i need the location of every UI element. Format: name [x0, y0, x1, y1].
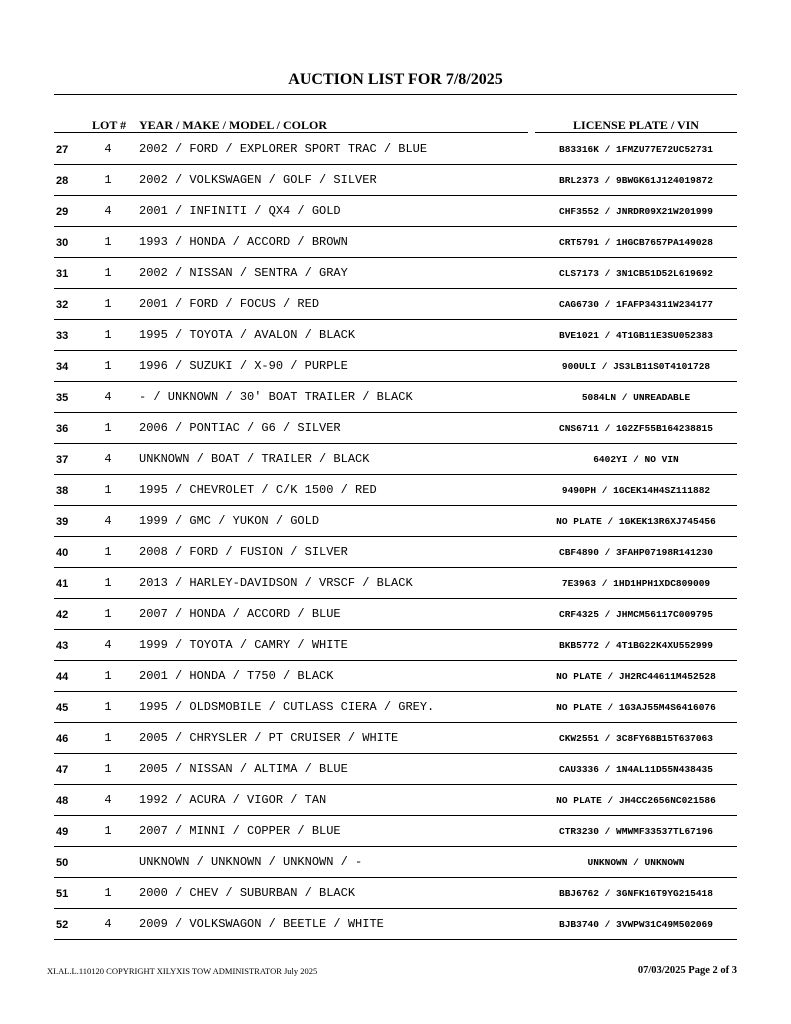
row-number: 33: [56, 330, 69, 342]
vehicle-description: 1993 / HONDA / ACCORD / BROWN: [139, 235, 348, 249]
plate-vin: BBJ6762 / 3GNFK16T9YG215418: [559, 888, 713, 899]
plate-vin: CRF4325 / JHMCM56117C009795: [559, 609, 713, 620]
table-row: [54, 754, 737, 785]
vehicle-description: 2005 / NISSAN / ALTIMA / BLUE: [139, 762, 348, 776]
plate-vin: 900ULI / JS3LB11S0T4101728: [561, 361, 711, 372]
lot-number: 1: [104, 173, 112, 187]
vehicle-description: 1995 / CHEVROLET / C/K 1500 / RED: [139, 483, 377, 497]
plate-vin: CRT5791 / 1HGCB7657PA149028: [559, 237, 713, 248]
vehicle-description: 2002 / VOLKSWAGEN / GOLF / SILVER: [139, 173, 377, 187]
table-row: [54, 475, 737, 506]
vehicle-description: 1999 / GMC / YUKON / GOLD: [139, 514, 320, 528]
vehicle-description: 2000 / CHEV / SUBURBAN / BLACK: [139, 886, 356, 900]
plate-vin: NO PLATE / JH4CC2656NC021586: [556, 795, 716, 806]
vehicle-description: 1995 / OLDSMOBILE / CUTLASS CIERA / GREY.: [139, 700, 435, 714]
lot-number: 4: [104, 638, 112, 652]
lot-number: 1: [104, 545, 112, 559]
plate-vin: CTR3230 / WMWMF33537TL67196: [559, 826, 713, 837]
lot-number: 1: [104, 421, 112, 435]
row-number: 49: [56, 826, 69, 838]
table-row: [54, 258, 737, 289]
plate-vin: UNKNOWN / UNKNOWN: [587, 857, 685, 868]
column-header-description: YEAR / MAKE / MODEL / COLOR: [139, 118, 328, 132]
vehicle-description: 2007 / MINNI / COPPER / BLUE: [139, 824, 341, 838]
plate-vin: BKB5772 / 4T1BG22K4XU552999: [559, 640, 713, 651]
table-row: [54, 816, 737, 847]
lot-number: 1: [104, 297, 112, 311]
lot-number: 1: [104, 886, 112, 900]
table-row: [54, 227, 737, 258]
table-row: [54, 692, 737, 723]
lot-number: 4: [104, 917, 112, 931]
vehicle-description: 2006 / PONTIAC / G6 / SILVER: [139, 421, 341, 435]
plate-vin: BRL2373 / 9BWGK61J124019872: [559, 175, 713, 186]
table-row: [54, 320, 737, 351]
table-row: [54, 382, 737, 413]
lot-number: 1: [104, 576, 112, 590]
row-number: 34: [56, 361, 69, 373]
lot-number: 1: [104, 328, 112, 342]
lot-number: 4: [104, 452, 112, 466]
row-number: 30: [56, 237, 69, 249]
table-row: [54, 878, 737, 909]
lot-number: 1: [104, 235, 112, 249]
lot-number: 1: [104, 266, 112, 280]
plate-vin: CAG6730 / 1FAFP34311W234177: [559, 299, 713, 310]
lot-number: 1: [104, 762, 112, 776]
title-divider: [54, 94, 737, 95]
row-number: 44: [56, 671, 69, 683]
vehicle-description: 2008 / FORD / FUSION / SILVER: [139, 545, 348, 559]
table-row: [54, 785, 737, 816]
row-number: 47: [56, 764, 69, 776]
vehicle-description: 2005 / CHRYSLER / PT CRUISER / WHITE: [139, 731, 399, 745]
lot-number: 4: [104, 142, 112, 156]
vehicle-description: 1992 / ACURA / VIGOR / TAN: [139, 793, 327, 807]
lot-number: 4: [104, 793, 112, 807]
plate-vin: NO PLATE / 1G3AJ55M4S6416076: [556, 702, 716, 713]
lot-number: 1: [104, 669, 112, 683]
vehicle-description: 1999 / TOYOTA / CAMRY / WHITE: [139, 638, 348, 652]
vehicle-description: 2009 / VOLKSWAGON / BEETLE / WHITE: [139, 917, 384, 931]
vehicle-description: - / UNKNOWN / 30' BOAT TRAILER / BLACK: [139, 390, 413, 404]
plate-vin: 7E3963 / 1HD1HPH1XDC809009: [561, 578, 711, 589]
table-row: [54, 537, 737, 568]
table-row: [54, 568, 737, 599]
vehicle-description: 2001 / FORD / FOCUS / RED: [139, 297, 320, 311]
row-number: 28: [56, 175, 69, 187]
row-number: 39: [56, 516, 69, 528]
plate-vin: NO PLATE / JH2RC44611M452528: [556, 671, 716, 682]
vehicle-description: 2001 / INFINITI / QX4 / GOLD: [139, 204, 341, 218]
plate-vin: CKW2551 / 3C8FY68B15T637063: [559, 733, 713, 744]
vehicle-description: UNKNOWN / UNKNOWN / UNKNOWN / -: [139, 855, 363, 869]
row-number: 31: [56, 268, 69, 280]
table-row: [54, 599, 737, 630]
row-number: 38: [56, 485, 69, 497]
plate-vin: BJB3740 / 3VWPW31C49M502069: [559, 919, 713, 930]
row-number: 40: [56, 547, 69, 559]
plate-vin: CAU3336 / 1N4AL11D55N438435: [559, 764, 713, 775]
row-number: 27: [56, 144, 69, 156]
table-row: [54, 661, 737, 692]
table-row: [54, 630, 737, 661]
plate-vin: CLS7173 / 3N1CB51D52L619692: [559, 268, 713, 279]
plate-vin: NO PLATE / 1GKEK13R6XJ745456: [556, 516, 716, 527]
footer-page-info: 07/03/2025 Page 2 of 3: [637, 965, 737, 976]
row-number: 52: [56, 919, 69, 931]
lot-number: 1: [104, 731, 112, 745]
row-number: 51: [56, 888, 69, 900]
table-row: [54, 444, 737, 475]
plate-vin: CNS6711 / 1G2ZF55B164238815: [559, 423, 713, 434]
table-row: [54, 723, 737, 754]
vehicle-description: 2001 / HONDA / T750 / BLACK: [139, 669, 334, 683]
row-number: 42: [56, 609, 69, 621]
vehicle-description: 2002 / NISSAN / SENTRA / GRAY: [139, 266, 348, 280]
table-row: [54, 847, 737, 878]
row-number: 36: [56, 423, 69, 435]
lot-number: 4: [104, 514, 112, 528]
row-number: 29: [56, 206, 69, 218]
row-number: 35: [56, 392, 69, 404]
column-header-plate: LICENSE PLATE / VIN: [573, 118, 699, 132]
plate-vin: CHF3552 / JNRDR09X21W201999: [559, 206, 713, 217]
column-header-lot: LOT #: [92, 118, 127, 132]
table-row: [54, 196, 737, 227]
table-row: [54, 165, 737, 196]
plate-vin: 9490PH / 1GCEK14H4SZ111882: [561, 485, 711, 496]
plate-vin: B83316K / 1FMZU77E72UC52731: [559, 144, 713, 155]
plate-vin: BVE1021 / 4T1GB11E3SU052383: [559, 330, 713, 341]
row-number: 46: [56, 733, 69, 745]
row-number: 48: [56, 795, 69, 807]
table-row: [54, 413, 737, 444]
vehicle-description: 2002 / FORD / EXPLORER SPORT TRAC / BLUE: [139, 142, 428, 156]
vehicle-description: 1996 / SUZUKI / X-90 / PURPLE: [139, 359, 348, 373]
table-row: [54, 134, 737, 165]
table-row: [54, 909, 737, 940]
header-divider-left: [54, 132, 528, 133]
header-divider-right: [535, 132, 737, 133]
row-number: 41: [56, 578, 69, 590]
plate-vin: CBF4890 / 3FAHP07198R141230: [559, 547, 713, 558]
vehicle-description: 1995 / TOYOTA / AVALON / BLACK: [139, 328, 356, 342]
plate-vin: 6402YI / NO VIN: [593, 454, 679, 465]
row-number: 32: [56, 299, 69, 311]
lot-number: 4: [104, 204, 112, 218]
lot-number: 1: [104, 824, 112, 838]
lot-number: 1: [104, 700, 112, 714]
row-number: 45: [56, 702, 69, 714]
table-row: [54, 351, 737, 382]
vehicle-description: 2007 / HONDA / ACCORD / BLUE: [139, 607, 341, 621]
row-number: 43: [56, 640, 69, 652]
table-row: [54, 289, 737, 320]
vehicle-description: UNKNOWN / BOAT / TRAILER / BLACK: [139, 452, 370, 466]
table-row: [54, 506, 737, 537]
row-number: 37: [56, 454, 69, 466]
vehicle-description: 2013 / HARLEY-DAVIDSON / VRSCF / BLACK: [139, 576, 413, 590]
page-title: AUCTION LIST FOR 7/8/2025: [288, 71, 503, 88]
lot-number: 1: [104, 359, 112, 373]
footer-copyright: XI.AL.L.110120 COPYRIGHT XILYXIS TOW ADMINISTRATOR July 2025: [47, 966, 318, 976]
plate-vin: 5084LN / UNREADABLE: [581, 392, 691, 403]
row-number: 50: [56, 857, 69, 869]
auction-list-table: [54, 134, 737, 940]
lot-number: 4: [104, 390, 112, 404]
lot-number: 1: [104, 483, 112, 497]
lot-number: 1: [104, 607, 112, 621]
